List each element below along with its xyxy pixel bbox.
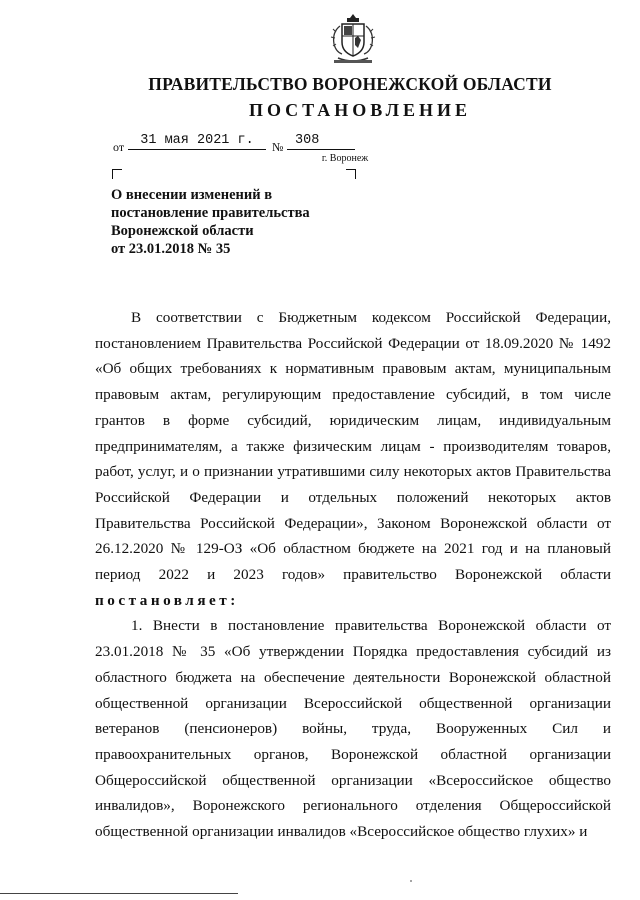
decree-date: 31 мая 2021 г. xyxy=(128,133,266,150)
decree-keyword: постановляет: xyxy=(95,591,239,609)
number-prefix-label: № xyxy=(272,140,284,154)
clause-1-paragraph xyxy=(95,613,611,844)
subject-line: О внесении изменений в xyxy=(111,187,273,203)
decree-body xyxy=(95,305,611,845)
subject-line: постановление правительства xyxy=(111,205,310,221)
decree-number: 308 xyxy=(287,133,355,150)
preamble-text: В соответствии с Бюджетным кодексом Российской Федерации, постановлением Правительства Российской Федерации от 18.09.2020 № 1492 «Об общих требованиях к нормативным правовым актам, муниципальным правовым актам, регулирующим предоставление субсидий, в том числе грантов в форме субсидий, юридическим лицам, индивидуальным предпринимателям, а также физическим лицам - производителям товаров, работ, услуг, и о признании утратившими силу некоторых актов Правительства Российской Федерации и отдельных положений некоторых актов Правительства Российской Федерации», Законом Воронежской области от 26.12.2020 № 129-ОЗ «Об областном бюджете на 2021 год и на плановый период 2022 и 2023 годов» правительство Воронежской области xyxy=(95,309,611,584)
government-title: ПРАВИТЕЛЬСТВО ВОРОНЕЖСКОЙ ОБЛАСТИ xyxy=(148,74,552,94)
coat-of-arms-emblem xyxy=(330,10,376,68)
date-prefix-label: от xyxy=(113,140,125,154)
decree-subject xyxy=(111,186,371,258)
footnote-separator-line xyxy=(0,893,238,894)
scan-speck xyxy=(410,880,412,882)
subject-line: от 23.01.2018 № 35 xyxy=(111,241,231,257)
preamble-paragraph xyxy=(95,305,611,613)
document-type-title: ПОСТАНОВЛЕНИЕ xyxy=(248,100,472,120)
city-label: г. Воронеж xyxy=(321,153,369,164)
clause-1-text: 1. Внести в постановление правительства Воронежской области от 23.01.2018 № 35 «Об утверждении Порядка предоставления субсидий из областного бюджета на обеспечение деятельности Воронежской областной общественной организации Всероссийской общественной организации ветеранов (пенсионеров) войны, труда, Вооруженных Сил и правоохранительных органов, Воронежской областной организации Общероссийской общественной организации «Всероссийское общество инвалидов», Воронежского регионального отделения Общероссийской общественной организации инвалидов «Всероссийское общество глухих» и xyxy=(95,617,611,841)
subject-left-corner-mark xyxy=(112,169,122,179)
subject-right-corner-mark xyxy=(346,169,356,179)
subject-line: Воронежской области xyxy=(111,223,254,239)
